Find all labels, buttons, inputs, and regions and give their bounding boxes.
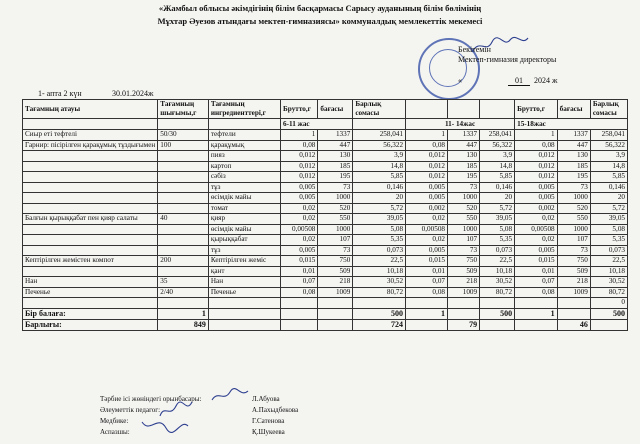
cell-price: 185: [318, 161, 353, 172]
cell-sum: 5,08: [353, 224, 406, 235]
approval-date-quote: «: [458, 76, 462, 85]
cell-sum: 56,322: [353, 140, 406, 151]
cell-dish: [23, 151, 158, 162]
cell-gross: 1: [281, 130, 318, 141]
cell-price-3: 107: [557, 235, 590, 246]
total-value: 79: [448, 319, 480, 330]
cell-price-3: 185: [557, 161, 590, 172]
cell-gross: 0,012: [281, 172, 318, 183]
cell-sum-3: 0,146: [590, 182, 627, 193]
table-row: [23, 256, 628, 267]
cell-price-2: 185: [448, 161, 480, 172]
cell-price: 130: [318, 151, 353, 162]
extra-zero: 0: [590, 298, 627, 309]
cell-price-2: 107: [448, 235, 480, 246]
cell-dish: [23, 203, 158, 214]
cell-sum-2: 5,08: [480, 224, 515, 235]
cell-sum: 10,18: [353, 266, 406, 277]
cell-gross: 0,005: [281, 193, 318, 204]
cell-gross-3: 0,012: [515, 151, 558, 162]
cell-gross-2: 0,005: [406, 245, 448, 256]
cell-price-3: 509: [557, 266, 590, 277]
col-sum: Барлық сомасы: [353, 100, 406, 119]
table-row: [23, 130, 628, 141]
cell-sum-2: 20: [480, 193, 515, 204]
cell-gross: 0,005: [281, 245, 318, 256]
approval-date-month: 01: [508, 76, 530, 86]
cell-ingredient: тұз: [208, 245, 280, 256]
cell-sum-2: 0,146: [480, 182, 515, 193]
cell-price: 1009: [318, 287, 353, 298]
cell-gross-2: 0,005: [406, 193, 448, 204]
cell-yield: [158, 161, 209, 172]
approval-date-year: 2024 ж: [534, 76, 558, 85]
cell-yield: 35: [158, 277, 209, 288]
total-value: 500: [590, 308, 627, 319]
cell-price-3: 550: [557, 214, 590, 225]
cell-sum-3: 3,9: [590, 151, 627, 162]
cell-dish: Печенье: [23, 287, 158, 298]
cell-sum-2: 5,72: [480, 203, 515, 214]
cell-price-2: 1337: [448, 130, 480, 141]
total-value: 46: [557, 319, 590, 330]
cell-sum: 14,8: [353, 161, 406, 172]
cell-price: 550: [318, 214, 353, 225]
cell-ingredient: сәбіз: [208, 172, 280, 183]
school-name-line1: «Жамбыл облысы әкімдігінің білім басқармасы Сарысу ауданының білім бөлімінің: [158, 3, 482, 13]
cell-gross-2: 0,002: [406, 203, 448, 214]
cell-price-3: 447: [557, 140, 590, 151]
cell-sum-2: 0,073: [480, 245, 515, 256]
cell-sum: 5,35: [353, 235, 406, 246]
total-value: 500: [353, 308, 406, 319]
cell-sum: 30,52: [353, 277, 406, 288]
cell-ingredient: Печенье: [208, 287, 280, 298]
col-price: бағасы: [318, 100, 353, 119]
cell-dish: Кептірілген жемістен компот: [23, 256, 158, 267]
cell-gross: 0,00508: [281, 224, 318, 235]
footer-name-3: Г.Сатенова: [252, 417, 285, 425]
cell-sum-3: 0,073: [590, 245, 627, 256]
cell-yield: [158, 203, 209, 214]
cell-price-3: 520: [557, 203, 590, 214]
cell-gross-3: 0,08: [515, 140, 558, 151]
cell-gross: 0,012: [281, 161, 318, 172]
cell-sum-3: 5,72: [590, 203, 627, 214]
cell-yield: [158, 266, 209, 277]
table-row: [23, 203, 628, 214]
age-group-1: 6-11 жас: [281, 119, 353, 130]
cell-dish: [23, 172, 158, 183]
cell-sum-3: 39,05: [590, 214, 627, 225]
cell-gross-3: 0,08: [515, 287, 558, 298]
cell-price-2: 1000: [448, 193, 480, 204]
cell-yield: 40: [158, 214, 209, 225]
cell-gross-3: 0,012: [515, 161, 558, 172]
cell-price: 509: [318, 266, 353, 277]
cell-ingredient: Кептірілген жеміс: [208, 256, 280, 267]
cell-sum-3: 258,041: [590, 130, 627, 141]
cell-ingredient: қырыққабат: [208, 235, 280, 246]
cell-sum-2: 5,35: [480, 235, 515, 246]
cell-ingredient: пияз: [208, 151, 280, 162]
cell-yield: [158, 245, 209, 256]
cell-gross-3: 1: [515, 130, 558, 141]
cell-gross-3: 0,07: [515, 277, 558, 288]
cell-gross-2: 0,00508: [406, 224, 448, 235]
cell-price: 73: [318, 182, 353, 193]
cell-price-3: 1000: [557, 224, 590, 235]
cell-ingredient: өсімдік майы: [208, 224, 280, 235]
cell-ingredient: қарақұмық: [208, 140, 280, 151]
table-row: [23, 140, 628, 151]
cell-gross-2: 0,012: [406, 151, 448, 162]
cell-gross-2: 0,08: [406, 140, 448, 151]
total-value: 500: [480, 308, 515, 319]
cell-dish: [23, 224, 158, 235]
cell-sum-2: 258,041: [480, 130, 515, 141]
cell-sum-3: 10,18: [590, 266, 627, 277]
cell-price: 1337: [318, 130, 353, 141]
total-value: 724: [353, 319, 406, 330]
cell-gross-3: 0,005: [515, 245, 558, 256]
school-name-line2: Мұхтар Әуезов атындағы мектеп-гимназиясы» коммуналдық мемлекеттік мекемесі: [157, 16, 483, 26]
cell-ingredient: томат: [208, 203, 280, 214]
menu-table: [22, 99, 628, 331]
cell-price-3: 218: [557, 277, 590, 288]
cell-sum: 258,041: [353, 130, 406, 141]
col-gross-2: Брутто,г: [515, 100, 558, 119]
cell-gross-2: 0,012: [406, 172, 448, 183]
cell-sum: 20: [353, 193, 406, 204]
cell-price-2: 750: [448, 256, 480, 267]
cell-gross: 0,005: [281, 182, 318, 193]
cell-sum-2: 3,9: [480, 151, 515, 162]
cell-gross: 0,012: [281, 151, 318, 162]
col-yield: Тағамның шығымы,г: [158, 100, 209, 119]
footer-role-4: Аспазшы:: [100, 428, 130, 436]
cell-sum: 39,05: [353, 214, 406, 225]
table-row: [23, 182, 628, 193]
cell-price: 750: [318, 256, 353, 267]
cell-price: 1000: [318, 224, 353, 235]
cell-dish: [23, 161, 158, 172]
approval-role: Мектеп-гимназия директоры: [458, 55, 557, 64]
table-row: [23, 193, 628, 204]
cell-sum: 5,72: [353, 203, 406, 214]
cell-dish: Гарнир: пісірілген қарақұмық тұздығымен: [23, 140, 158, 151]
cell-sum-2: 39,05: [480, 214, 515, 225]
total-value: 1: [515, 308, 558, 319]
col-sum-2: Барлық сомасы: [590, 100, 627, 119]
table-row: [23, 277, 628, 288]
cell-price: 520: [318, 203, 353, 214]
cell-price: 73: [318, 245, 353, 256]
cell-yield: [158, 224, 209, 235]
cell-price-2: 73: [448, 182, 480, 193]
cell-price-2: 195: [448, 172, 480, 183]
cell-ingredient: тефтели: [208, 130, 280, 141]
cell-dish: Балғын қырыққабат пен қияр салаты: [23, 214, 158, 225]
table-row: [23, 151, 628, 162]
cell-yield: [158, 151, 209, 162]
cell-sum-2: 80,72: [480, 287, 515, 298]
cell-dish: [23, 266, 158, 277]
cell-gross-2: 0,07: [406, 277, 448, 288]
approval-word: Бекітемін: [458, 45, 491, 54]
cell-gross-3: 0,02: [515, 214, 558, 225]
cell-sum-2: 5,85: [480, 172, 515, 183]
footer-name-2: А.Пахыдбекова: [252, 406, 299, 414]
cell-dish: [23, 182, 158, 193]
cell-sum: 22,5: [353, 256, 406, 267]
table-row: [23, 224, 628, 235]
cell-gross-3: 0,005: [515, 193, 558, 204]
cell-price-2: 218: [448, 277, 480, 288]
signature-3: [140, 412, 190, 436]
cell-price-3: 195: [557, 172, 590, 183]
cell-gross-2: 0,01: [406, 266, 448, 277]
table-row: [23, 287, 628, 298]
table-row: [23, 172, 628, 183]
cell-ingredient: картоп: [208, 161, 280, 172]
cell-gross-3: 0,02: [515, 235, 558, 246]
cell-gross-2: 0,02: [406, 235, 448, 246]
total-value: 1: [406, 308, 448, 319]
cell-gross: 0,07: [281, 277, 318, 288]
total-row: [23, 308, 628, 319]
cell-ingredient: Нан: [208, 277, 280, 288]
cell-dish: [23, 245, 158, 256]
table-row: [23, 266, 628, 277]
cell-yield: 200: [158, 256, 209, 267]
cell-sum-2: 22,5: [480, 256, 515, 267]
cell-sum: 0,146: [353, 182, 406, 193]
age-group-2: 11- 14жас: [406, 119, 515, 130]
cell-price-2: 447: [448, 140, 480, 151]
cell-price-2: 130: [448, 151, 480, 162]
cell-sum-2: 30,52: [480, 277, 515, 288]
cell-gross-3: 0,012: [515, 172, 558, 183]
table-row: [23, 214, 628, 225]
cell-sum-2: 14,8: [480, 161, 515, 172]
cell-yield: [158, 172, 209, 183]
cell-sum: 0,073: [353, 245, 406, 256]
cell-sum-3: 22,5: [590, 256, 627, 267]
cell-gross: 0,02: [281, 214, 318, 225]
cell-gross: 0,08: [281, 287, 318, 298]
cell-sum-3: 5,08: [590, 224, 627, 235]
cell-sum-3: 14,8: [590, 161, 627, 172]
cell-dish: Сиыр еті тефтелі: [23, 130, 158, 141]
cell-price-3: 1337: [557, 130, 590, 141]
cell-gross-2: 0,012: [406, 161, 448, 172]
footer-name-1: Л.Абуова: [252, 395, 280, 403]
cell-price: 1000: [318, 193, 353, 204]
cell-price-2: 73: [448, 245, 480, 256]
cell-price-2: 520: [448, 203, 480, 214]
cell-gross-2: 0,08: [406, 287, 448, 298]
cell-price-3: 1000: [557, 193, 590, 204]
cell-sum-3: 20: [590, 193, 627, 204]
cell-sum-2: 56,322: [480, 140, 515, 151]
cell-ingredient: қияр: [208, 214, 280, 225]
total-value: 849: [158, 319, 209, 330]
total-label: Бір балаға:: [23, 308, 158, 319]
cell-gross-3: 0,015: [515, 256, 558, 267]
cell-ingredient: тұз: [208, 182, 280, 193]
cell-dish: [23, 193, 158, 204]
col-dish: Тағамның атауы: [23, 100, 158, 119]
table-row: [23, 235, 628, 246]
cell-dish: [23, 235, 158, 246]
total-row: [23, 319, 628, 330]
menu-date: 30.01.2024ж: [112, 89, 154, 98]
cell-sum: 80,72: [353, 287, 406, 298]
footer-role-2: Әлеуметтік педагог:: [100, 406, 161, 414]
cell-gross-3: 0,00508: [515, 224, 558, 235]
cell-sum: 5,85: [353, 172, 406, 183]
cell-dish: Нан: [23, 277, 158, 288]
cell-yield: 2/40: [158, 287, 209, 298]
age-group-3: 15-18жас: [515, 119, 628, 130]
cell-sum-3: 56,322: [590, 140, 627, 151]
cell-price: 218: [318, 277, 353, 288]
cell-price-2: 550: [448, 214, 480, 225]
cell-price-3: 73: [557, 245, 590, 256]
footer-name-4: Қ.Шукеева: [252, 428, 285, 436]
cell-gross-2: 1: [406, 130, 448, 141]
signature-1: [210, 388, 250, 404]
cell-price: 447: [318, 140, 353, 151]
table-row: [23, 161, 628, 172]
cell-price-3: 750: [557, 256, 590, 267]
table-row-extra: [23, 298, 628, 309]
cell-price-3: 73: [557, 182, 590, 193]
cell-yield: [158, 235, 209, 246]
cell-gross: 0,02: [281, 235, 318, 246]
col-gross: Брутто,г: [281, 100, 318, 119]
cell-sum-2: 10,18: [480, 266, 515, 277]
menu-week-day: 1- апта 2 күн: [38, 89, 82, 98]
cell-price: 107: [318, 235, 353, 246]
cell-price-3: 130: [557, 151, 590, 162]
footer-role-3: Медбике:: [100, 417, 129, 425]
cell-price-2: 1009: [448, 287, 480, 298]
col-price-2: бағасы: [557, 100, 590, 119]
cell-sum: 3,9: [353, 151, 406, 162]
cell-gross-3: 0,01: [515, 266, 558, 277]
cell-gross: 0,015: [281, 256, 318, 267]
cell-yield: [158, 193, 209, 204]
cell-gross: 0,02: [281, 203, 318, 214]
cell-sum-3: 30,52: [590, 277, 627, 288]
cell-price-2: 509: [448, 266, 480, 277]
cell-ingredient: қант: [208, 266, 280, 277]
cell-gross-2: 0,02: [406, 214, 448, 225]
cell-price-2: 1000: [448, 224, 480, 235]
total-label: Барлығы:: [23, 319, 158, 330]
cell-sum-3: 80,72: [590, 287, 627, 298]
cell-gross-2: 0,005: [406, 182, 448, 193]
cell-price: 195: [318, 172, 353, 183]
table-row: [23, 245, 628, 256]
cell-ingredient: өсімдік майы: [208, 193, 280, 204]
cell-yield: 100: [158, 140, 209, 151]
footer-role-1: Тәрбие ісі жөніндегі орынбасары:: [100, 395, 202, 403]
cell-gross-3: 0,002: [515, 203, 558, 214]
cell-sum-3: 5,35: [590, 235, 627, 246]
col-ingredients: Тағамның ингредиенттері,г: [208, 100, 280, 119]
total-value: 1: [158, 308, 209, 319]
cell-yield: [158, 182, 209, 193]
cell-gross-3: 0,005: [515, 182, 558, 193]
cell-gross-2: 0,015: [406, 256, 448, 267]
cell-sum-3: 5,85: [590, 172, 627, 183]
cell-yield: 50/30: [158, 130, 209, 141]
cell-gross: 0,08: [281, 140, 318, 151]
cell-gross: 0,01: [281, 266, 318, 277]
cell-price-3: 1009: [557, 287, 590, 298]
